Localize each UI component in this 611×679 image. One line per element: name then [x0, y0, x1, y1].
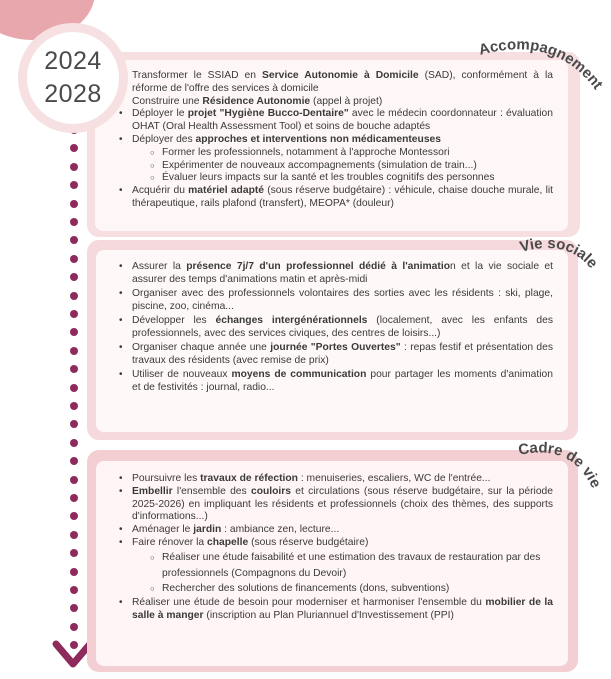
timeline-dot — [70, 292, 78, 300]
item-text: : ambiance zen, lecture... — [221, 524, 340, 536]
timeline-dot — [70, 273, 78, 281]
list-vie-sociale — [119, 261, 553, 396]
timeline-dot — [70, 420, 78, 428]
sub-list-item: ○ Évaluer leurs impacts sur la santé et les troubles cognitifs des personnes — [150, 172, 553, 185]
period-end-year: 2028 — [44, 80, 102, 108]
item-emphasis: jardin — [193, 524, 222, 536]
timeline-dot — [70, 457, 78, 465]
item-emphasis: présence 7j/7 d'un professionnel dédié à l'animatio — [186, 261, 450, 272]
item-emphasis: travaux de réfection — [200, 473, 298, 484]
item-emphasis: mobilier de la salle à manger — [132, 597, 553, 621]
item-text: (SAD), conformément à la réforme de l'offre des services à domicile — [132, 70, 554, 94]
list-item — [119, 185, 553, 211]
timeline-dot — [70, 365, 78, 373]
sub-list-item: ○ Réaliser une étude faisabilité et une estimation des travaux de restauration par des professionnels (Compagnons du Devoir) — [150, 550, 553, 582]
sub-list — [132, 147, 553, 185]
timeline-dot — [70, 402, 78, 410]
item-emphasis: Résidence Autonomie — [202, 95, 311, 107]
sub-list-item: ○ Former les professionnels, notamment à l'approche Montessori — [150, 147, 553, 160]
sub-list — [132, 550, 553, 597]
timeline-dot — [70, 347, 78, 355]
item-text: Transformer le SSIAD en — [132, 70, 262, 81]
item-emphasis: chapelle — [206, 536, 249, 548]
item-emphasis: moyens de communication — [231, 369, 367, 381]
item-emphasis: projet "Hygiène Bucco-Dentaire" — [187, 108, 349, 120]
timeline-dot — [70, 568, 78, 576]
item-text: : menuiseries, escaliers, WC de l'entrée... — [297, 473, 491, 484]
list-item — [119, 537, 553, 597]
item-text: Organiser avec des professionnels volontaires des sorties avec les résidents : ski, plage, piscine, zoo, cinéma... — [132, 288, 553, 312]
timeline — [70, 126, 78, 656]
svg-text:Accompagnement: Accompagnement — [477, 36, 607, 93]
list-item — [119, 315, 553, 341]
sub-list-item: ○ Expérimenter de nouveaux accompagnements (simulation de train...) — [150, 160, 553, 173]
item-text: Développer les — [132, 315, 216, 327]
timeline-dot — [70, 549, 78, 557]
item-emphasis: journée "Portes Ouvertes" — [270, 342, 401, 354]
timeline-dot — [70, 512, 78, 520]
item-emphasis: échanges intergénérationnels — [215, 315, 368, 327]
timeline-dot — [70, 163, 78, 171]
item-text: avec le médecin coordonnateur : évaluation OHAT (Oral Health Assessment Tool) et soins de bouche adaptés — [132, 108, 554, 133]
item-text: Aménager le — [132, 524, 194, 536]
item-text: (localement, avec les enfants des professionnels, avec des services civiques, des centres de loisirs...) — [132, 315, 554, 339]
section-title-accompagnement — [440, 20, 611, 130]
item-text: Déployer des — [132, 133, 196, 145]
list-item — [119, 261, 553, 287]
item-text: Utiliser de nouveaux — [132, 369, 232, 381]
item-text: l'ensemble des — [172, 485, 251, 497]
list-item — [119, 473, 553, 486]
timeline-dot — [70, 181, 78, 189]
item-text: : repas festif et présentation des travaux des résidents (avec remise de prix) — [132, 342, 554, 367]
timeline-dot — [70, 586, 78, 594]
timeline-dot — [70, 531, 78, 539]
list-item — [119, 524, 553, 537]
item-text: Acquérir du — [132, 185, 189, 197]
item-emphasis: couloirs — [250, 485, 292, 497]
list-item — [119, 486, 553, 524]
timeline-dot — [70, 494, 78, 502]
sub-list-item: ○ Rechercher des solutions de financements (dons, subventions) — [150, 581, 553, 597]
period-start-year: 2024 — [44, 47, 102, 75]
timeline-dot — [70, 310, 78, 318]
timeline-dot — [70, 236, 78, 244]
list-item — [119, 597, 553, 623]
item-emphasis: matériel adapté — [188, 185, 265, 197]
timeline-dot — [70, 218, 78, 226]
list-item — [119, 288, 553, 314]
timeline-dot — [70, 476, 78, 484]
item-text: Réaliser une étude de besoin pour moderniser et harmoniser l'ensemble du — [132, 597, 486, 609]
list-item — [119, 134, 553, 185]
svg-text:Vie sociale: Vie sociale — [518, 234, 602, 272]
period-badge — [27, 32, 119, 124]
item-emphasis: Service Autonomie à Domicile — [262, 70, 419, 81]
item-text: Déployer le — [132, 108, 188, 120]
list-cadre-de-vie — [119, 473, 553, 623]
item-text: Construire une — [132, 95, 203, 107]
item-text: Faire rénover la — [132, 536, 207, 548]
timeline-dot — [70, 126, 78, 134]
svg-text:Cadre de vie: Cadre de vie — [517, 439, 605, 491]
item-text: Poursuivre les — [132, 473, 201, 484]
item-text: Organiser chaque année une — [132, 342, 271, 354]
item-text: (sous réserve budgétaire) — [248, 536, 369, 548]
item-emphasis: approches et interventions non médicamenteuses — [195, 133, 442, 145]
timeline-dot — [70, 623, 78, 631]
timeline-dot — [70, 328, 78, 336]
item-text: (sous réserve budgétaire) : véhicule, chaise douche murale, lit thérapeutique, rails plafond (transfert), MEOPA* (douleur) — [132, 185, 553, 209]
timeline-dot — [70, 255, 78, 263]
item-text: (appel à projet) — [310, 95, 383, 107]
section-title-vie-sociale — [505, 222, 611, 302]
section-title-cadre-de-vie — [505, 430, 611, 520]
timeline-dot — [70, 200, 78, 208]
item-text: pour partager les moments d'animation et de festivités : journal, radio... — [132, 369, 553, 394]
timeline-dot — [70, 144, 78, 152]
list-item — [119, 342, 553, 368]
timeline-dot — [70, 604, 78, 612]
item-emphasis: Embellir — [132, 485, 173, 497]
timeline-dot — [70, 439, 78, 447]
timeline-dot — [70, 384, 78, 392]
item-text: Assurer la — [132, 261, 187, 272]
item-text: n et la vie sociale et assurer des temps d'animations matin et après-midi — [132, 261, 554, 285]
item-text: et circulations (sous réserve budgétaire, sur la période 2025-2026) en impliquant les résidents et professionnels (choix des thèmes, des supports d'informations...) — [132, 485, 554, 523]
list-item — [119, 369, 553, 395]
item-text: (inscription au Plan Pluriannuel d'Investissement (PPI) — [203, 609, 454, 621]
